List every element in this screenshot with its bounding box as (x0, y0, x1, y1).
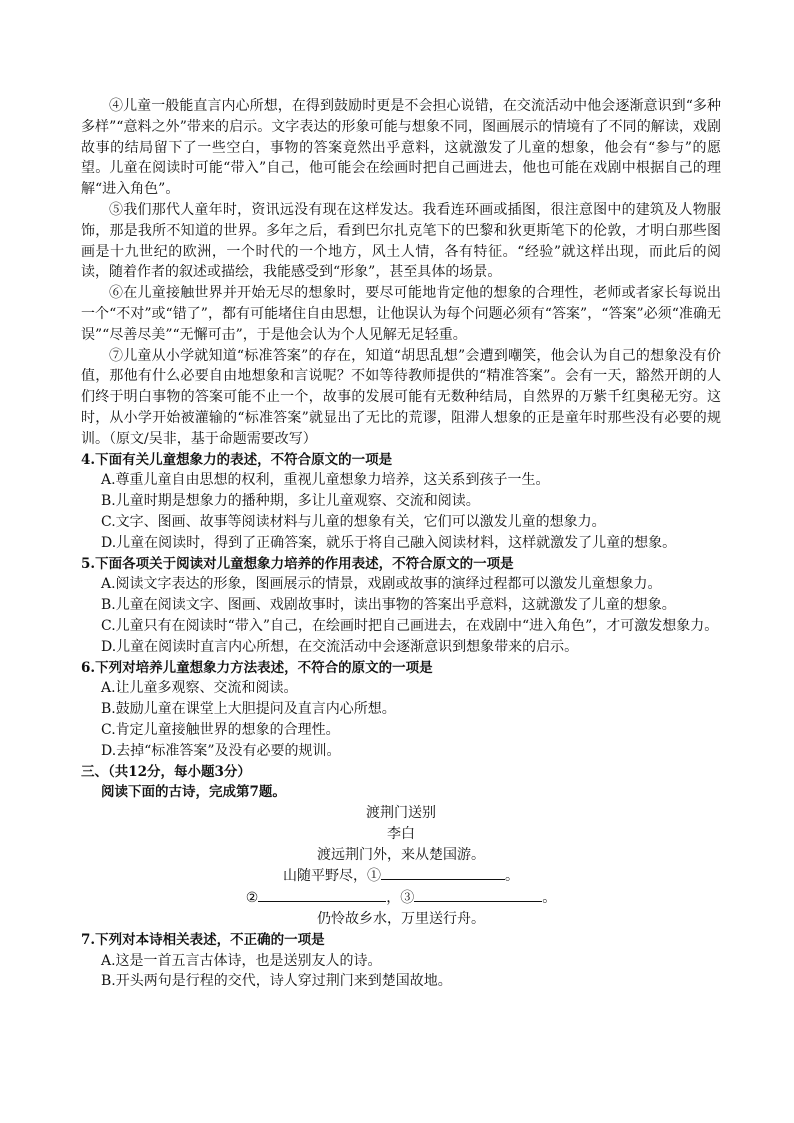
question-6-stem: 6.下列对培养儿童想象力方法表述，不符合的原文的一项是 (81, 659, 433, 676)
question-7-stem: 7.下列对本诗相关表述，不正确的一项是 (81, 931, 325, 948)
question-7-option-b: B.开头两句是行程的交代，诗人穿过荆门来到楚国故地。 (101, 973, 452, 990)
poem-title: 渡荆门送别 (366, 805, 436, 822)
question-5-option-d: D.儿童在阅读时直言内心所想，在交流活动中会逐渐意识到想象带来的启示。 (101, 638, 579, 655)
question-4-option-b: B.儿童时期是想象力的播种期，多让儿童观察、交流和阅读。 (101, 493, 480, 510)
poem-line-1: 渡远荆门外，来从楚国游。 (317, 846, 485, 863)
question-6-option-d: D.去掉“标准答案”及没有必要的规训。 (101, 742, 341, 759)
poem-line-3-prefix: ② (245, 890, 259, 907)
question-5-option-a: A.阅读文字表达的形象，图画展示的情景，戏剧或故事的演绎过程都可以激发儿童想象力。 (101, 576, 662, 593)
exam-page (81, 96, 721, 992)
passage-paragraph-5: ⑤我们那代人童年时，资讯远没有现在这样发达。我看连环画或插图，很注意图中的建筑及人物服饰，那是我所不知道的世界。多年之后，看到巴尔扎克笔下的巴黎和狄更斯笔下的伦敦，才明白那些图画是十九世纪的欧洲，一个时代的一个地方，风土人情，各有特征。“经验”就这样出现，而此后的阅读，随着作者的叙述或描绘，我能感受到“形象”，甚至具体的场景。 (81, 201, 721, 281)
question-4-option-c: C.文字、图画、故事等阅读材料与儿童的想象有关，它们可以激发儿童的想象力。 (101, 513, 606, 530)
question-4-option-a: A.尊重儿童自由思想的权利，重视儿童想象力培养，这关系到孩子一生。 (101, 472, 550, 489)
poem-instruction: 阅读下面的古诗，完成第7题。 (101, 784, 286, 801)
passage-paragraph-6: ⑥在儿童接触世界并开始无尽的想象时，要尽可能地肯定他的想象的合理性，老师或者家长每说出一个“不对”或“错了”，都有可能堵住自由思想，让他误认为每个问题必须有“答案”，“答案”必须“准确无误”“尽善尽美”“无懈可击”，于是他会认为个人见解无足轻重。 (81, 285, 721, 343)
question-6 (81, 658, 721, 762)
poem-author: 李白 (387, 825, 415, 842)
poem-line-2-suffix: 。 (505, 868, 519, 885)
blank-3[interactable] (414, 887, 542, 902)
question-5 (81, 554, 721, 658)
question-6-option-b: B.鼓励儿童在课堂上大胆提问及直言内心所想。 (101, 701, 396, 718)
blank-2[interactable] (258, 887, 386, 902)
question-4-stem: 4.下面有关儿童想象力的表述，不符合原文的一项是 (81, 451, 393, 468)
question-5-stem: 5.下面各项关于阅读对儿童想象力培养的作用表述，不符合原文的一项是 (81, 555, 514, 572)
question-6-option-c: C.肯定儿童接触世界的想象的合理性。 (101, 721, 340, 738)
blank-1[interactable] (381, 865, 505, 880)
poem-line-3-mid: ，③ (386, 890, 415, 907)
section-3-heading: 三、（共12分，每小题3分） (81, 763, 251, 780)
question-7 (81, 930, 721, 992)
question-5-option-b: B.儿童在阅读文字、图画、戏剧故事时，读出事物的答案出乎意料，这就激发了儿童的想象。 (101, 597, 676, 614)
passage-paragraph-7: ⑦儿童从小学就知道“标准答案”的存在，知道“胡思乱想”会遭到嘲笑，他会认为自己的想象没有价值，那他有什么必要自由地想象和言说呢？不如等待教师提供的“精准答案”。会有一天，豁然开朗的人们终于明白事物的答案可能不止一个，故事的发展可能有无数种结局，自然界的万紫千红奥秘无穷。这时，从小学开始被灌输的“标准答案”就显出了无比的荒谬，阻滞人想象的正是童年时那些没有必要的规训。（原文/吴非，基于命题需要改写） (81, 347, 721, 447)
poem (81, 803, 721, 930)
question-4-option-d: D.儿童在阅读时，得到了正确答案，就乐于将自己融入阅读材料，这样就激发了儿童的想象。 (101, 534, 677, 551)
passage-paragraph-4: ④儿童一般能直言内心所想，在得到鼓励时更是不会担心说错，在交流活动中他会逐渐意识到“多种多样”“意料之外”带来的启示。文字表达的形象可能与想象不同，图画展示的情境有了不同的解读，戏剧故事的结局留下了一些空白，事物的答案竟然出乎意料，这就激发了儿童的想象，他会有“参与”的愿望。儿童在阅读时可能“带入”自己，他可能会在绘画时把自己画进去，他也可能在戏剧中根据自己的理解“进入角色”。 (81, 98, 721, 198)
poem-line-4: 仍怜故乡水，万里送行舟。 (317, 911, 485, 928)
question-7-option-a: A.这是一首五言古体诗，也是送别友人的诗。 (101, 952, 382, 969)
question-5-option-c: C.儿童只有在阅读时“带入”自己，在绘画时把自己画进去，在戏剧中“进入角色”，才可激发想象力。 (101, 617, 719, 634)
poem-line-3 (81, 887, 721, 909)
question-6-option-a: A.让儿童多观察、交流和阅读。 (101, 680, 298, 697)
poem-line-2-prefix: 山随平野尽，① (283, 868, 381, 885)
question-4 (81, 450, 721, 554)
poem-line-2 (81, 865, 721, 887)
poem-line-3-suffix: 。 (542, 890, 557, 907)
